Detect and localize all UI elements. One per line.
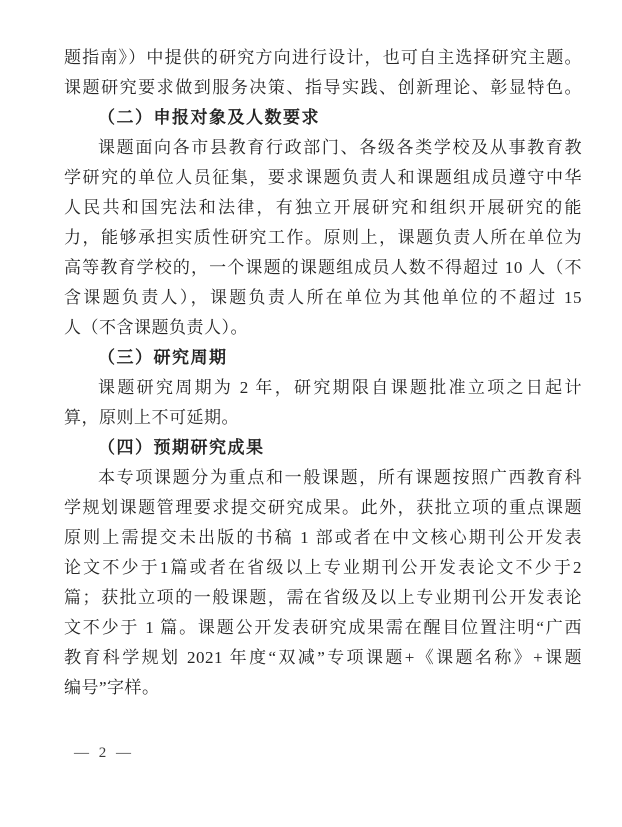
document-line-2: 课题研究要求做到服务决策、指导实践、创新理论、彰显特色。: [64, 78, 582, 97]
document-line-16: 学规划课题管理要求提交研究成果。此外，获批立项的重点课题: [64, 498, 582, 517]
document-line-6: 人民共和国宪法和法律，有独立开展研究和组织开展研究的能: [64, 198, 582, 217]
document-line-13: 算，原则上不可延期。: [64, 408, 239, 427]
document-line-7: 力，能够承担实质性研究工作。原则上，课题负责人所在单位为: [64, 228, 582, 247]
document-line-10: 人（不含课题负责人）。: [64, 318, 248, 337]
document-line-15: 本专项课题分为重点和一般课题，所有课题按照广西教育科: [98, 468, 582, 487]
document-line-4: 课题面向各市县教育行政部门、各级各类学校及从事教育教: [98, 138, 582, 157]
document-line-12: 课题研究周期为 2 年，研究期限自课题批准立项之日起计: [98, 378, 582, 397]
section-heading-3: （三）研究周期: [98, 348, 228, 367]
document-line-8: 高等教育学校的，一个课题的课题组成员人数不得超过 10 人（不: [64, 258, 582, 277]
document-body: [64, 43, 582, 703]
document-line-18: 论文不少于1篇或者在省级以上专业期刊公开发表论文不少于2: [64, 558, 582, 577]
page-number: — 2 —: [74, 745, 134, 761]
section-heading-2: （二）申报对象及人数要求: [98, 108, 320, 127]
document-line-17: 原则上需提交未出版的书稿 1 部或者在中文核心期刊公开发表: [64, 528, 582, 547]
document-line-1: 题指南》）中提供的研究方向进行设计，也可自主选择研究主题。: [64, 48, 582, 67]
document-line-5: 学研究的单位人员征集，要求课题负责人和课题组成员遵守中华: [64, 168, 582, 187]
document-line-19: 篇；获批立项的一般课题，需在省级及以上专业期刊公开发表论: [64, 588, 582, 607]
document-line-20: 文不少于 1 篇。课题公开发表研究成果需在醒目位置注明“广西: [64, 618, 582, 637]
document-line-22: 编号”字样。: [64, 678, 160, 697]
document-line-9: 含课题负责人），课题负责人所在单位为其他单位的不超过 15: [64, 288, 582, 307]
document-line-21: 教育科学规划 2021 年度“双减”专项课题+《课题名称》+课题: [64, 648, 582, 667]
section-heading-4: （四）预期研究成果: [98, 438, 265, 457]
